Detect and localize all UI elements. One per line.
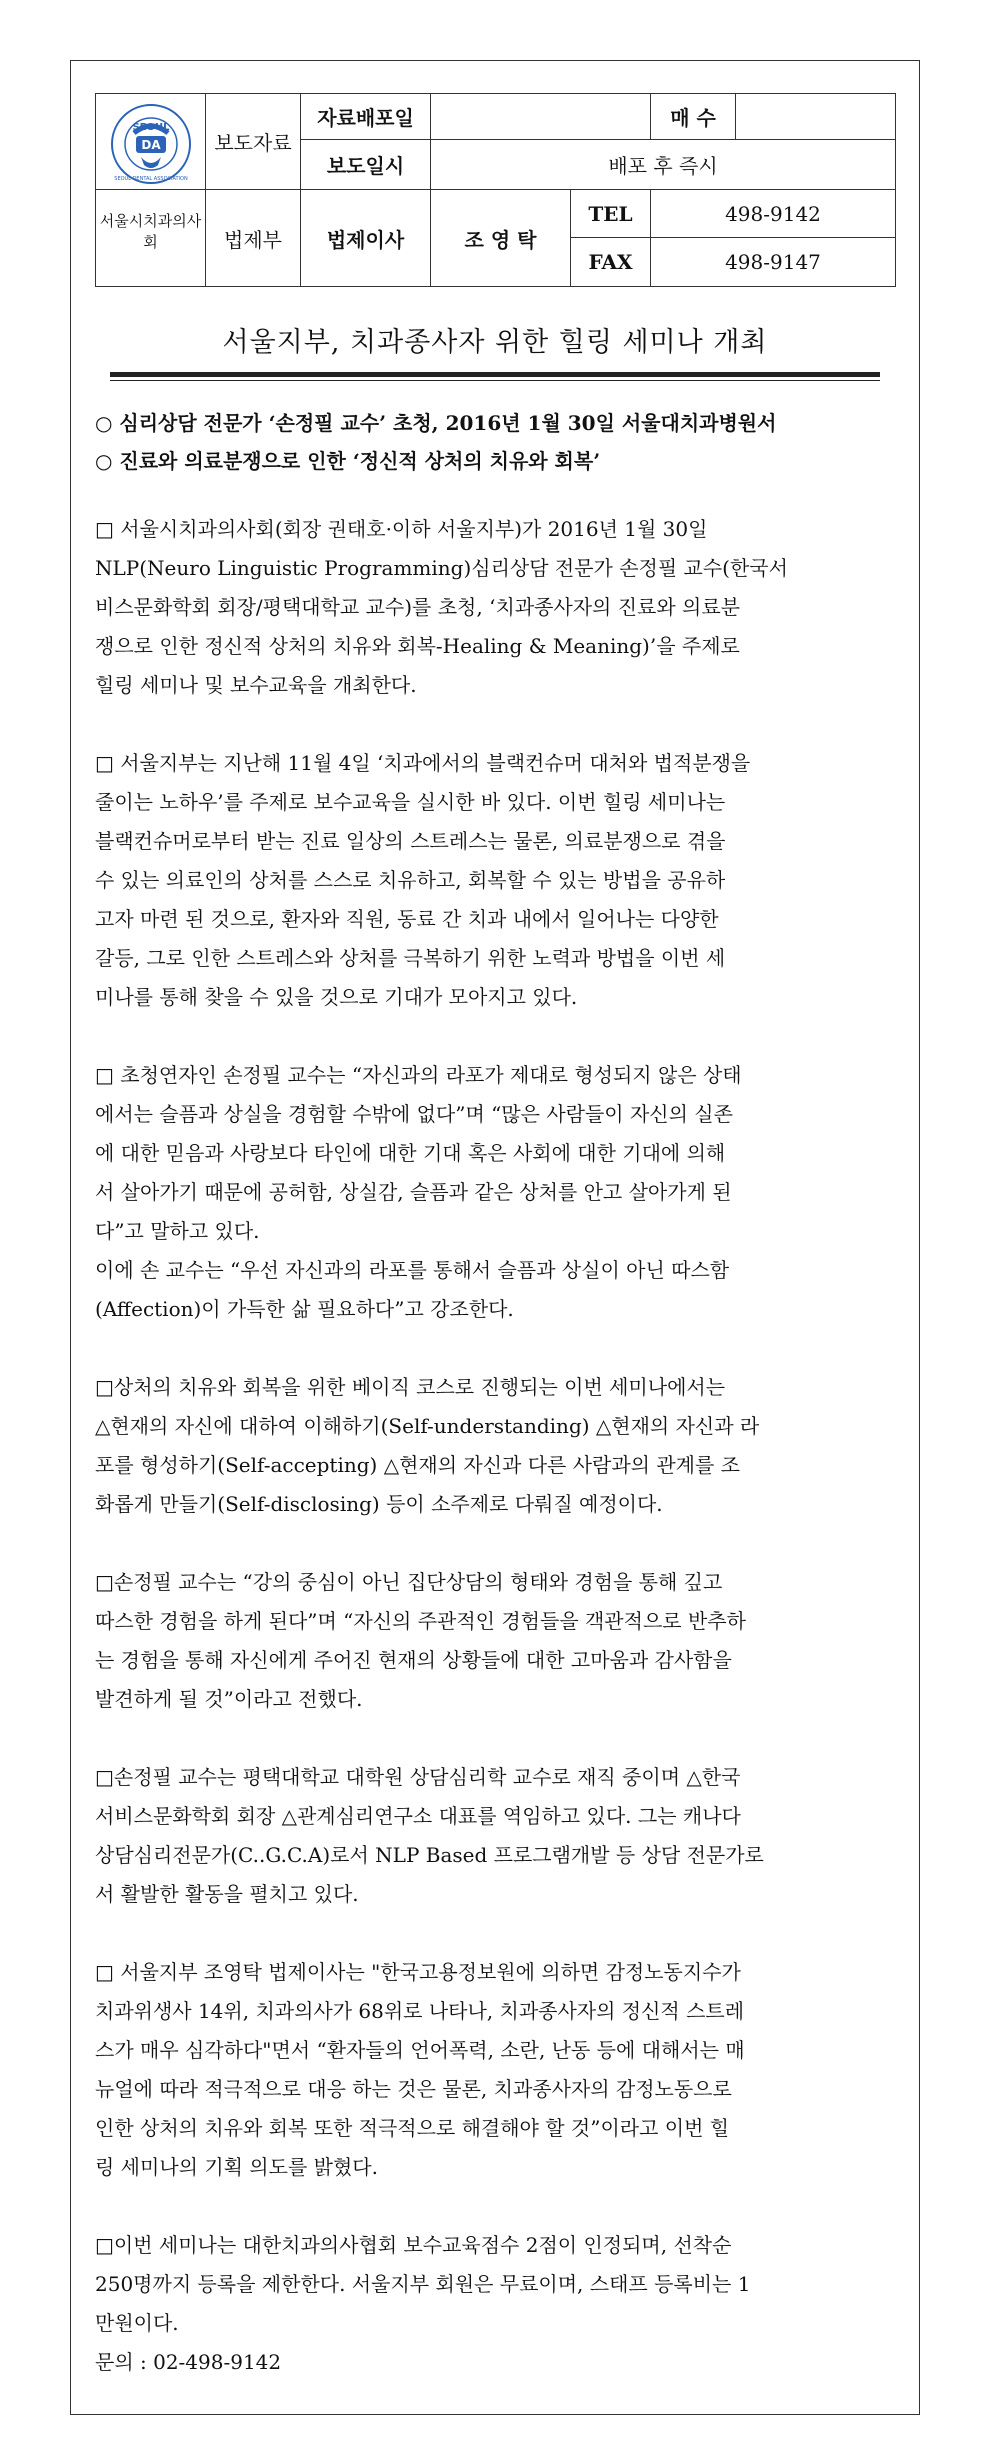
paragraph-line: 에서는 슬픔과 상실을 경험할 수밖에 없다”며 “많은 사람들이 자신의 실존 [95, 1102, 733, 1126]
page-title: 서울지부, 치과종사자 위한 힐링 세미나 개최 [222, 327, 768, 358]
paragraph-line: □ 서울지부는 지난해 11월 4일 ‘치과에서의 블랙컨슈머 대처와 법적분쟁을 [95, 751, 751, 775]
paragraph-line: 상담심리전문가(C..G.C.A)로서 NLP Based 프로그램개발 등 상담 전문가로 [95, 1843, 764, 1867]
paragraph-line: 쟁으로 인한 정신적 상처의 치유와 회복-Healing & Meaning)’을 주제로 [95, 634, 740, 658]
article-paragraph [95, 1056, 895, 1329]
paragraph-line: 비스문화학회 회장/평택대학교 교수)를 초청, ‘치과종사자의 진료와 의료분 [95, 595, 740, 619]
article-paragraph [95, 1368, 895, 1524]
article-paragraph [95, 1758, 895, 1914]
paragraph-line: (Affection)이 가득한 삶 필요하다”고 강조한다. [95, 1297, 514, 1321]
paragraph-line: 화롭게 만들기(Self-disclosing) 등이 소주제로 다뤄질 예정이다. [95, 1492, 663, 1516]
svg-text:SEOUL DENTAL ASSOCIATION: SEOUL DENTAL ASSOCIATION [113, 175, 188, 182]
paragraph-line: 다”고 말하고 있다. [95, 1219, 260, 1243]
paragraph-line: 갈등, 그로 인한 스트레스와 상처를 극복하기 위한 노력과 방법을 이번 세 [95, 946, 726, 970]
paragraph-line: □ 서울지부 조영탁 법제이사는 "한국고용정보원에 의하면 감정노동지수가 [95, 1960, 741, 1984]
doc-type: 보도자료 [206, 94, 301, 190]
paragraph-line: 치과위생사 14위, 치과의사가 68위로 나타나, 치과종사자의 정신적 스트레 [95, 1999, 745, 2023]
paragraph-line: 미나를 통해 찾을 수 있을 것으로 기대가 모아지고 있다. [95, 985, 578, 1009]
pages-value [736, 94, 896, 140]
paragraph-line: 250명까지 등록을 제한한다. 서울지부 회원은 무료이며, 스태프 등록비는 1 [95, 2272, 751, 2296]
paragraph-line: 서 활발한 활동을 펼치고 있다. [95, 1882, 359, 1906]
article-paragraph [95, 1953, 895, 2187]
paragraph-line: 링 세미나의 기획 의도를 밝혔다. [95, 2155, 378, 2179]
paragraph-line: 서비스문화학회 회장 △관계심리연구소 대표를 역임하고 있다. 그는 캐나다 [95, 1804, 741, 1828]
release-date-value [431, 94, 651, 140]
summary-bullet: ○ 심리상담 전문가 ‘손정필 교수’ 초청, 2016년 1월 30일 서울대치과병원서 [95, 411, 777, 435]
org-cell [96, 190, 206, 287]
paragraph-line: 스가 매우 심각하다"면서 “환자들의 언어폭력, 소란, 난동 등에 대해서는 매 [95, 2038, 745, 2062]
paragraph-line: □상처의 치유와 회복을 위한 베이직 코스로 진행되는 이번 세미나에서는 [95, 1375, 726, 1399]
report-time-label: 보도일시 [301, 140, 431, 190]
paragraph-line: 서 살아가기 때문에 공허함, 상실감, 슬픔과 같은 상처를 안고 살아가게 된 [95, 1180, 732, 1204]
paragraph-line: 뉴얼에 따라 적극적으로 대응 하는 것은 물론, 치과종사자의 감정노동으로 [95, 2077, 732, 2101]
paragraph-line: □손정필 교수는 평택대학교 대학원 상담심리학 교수로 재직 중이며 △한국 [95, 1765, 741, 1789]
paragraph-line: 발견하게 될 것”이라고 전했다. [95, 1687, 363, 1711]
press-release-header-table [95, 93, 896, 287]
svg-text:SEOUL: SEOUL [131, 121, 170, 133]
fax-value: 498-9147 [651, 238, 896, 287]
article-paragraph [95, 2226, 895, 2382]
summary-bullet: ○ 진료와 의료분쟁으로 인한 ‘정신적 상처의 치유와 회복’ [95, 449, 601, 473]
dept: 법제부 [206, 190, 301, 287]
title-rule-thin [110, 380, 880, 381]
summary-bullets [95, 404, 895, 480]
person: 조 영 탁 [431, 190, 571, 287]
role: 법제이사 [301, 190, 431, 287]
tel-label: TEL [571, 190, 651, 238]
org-name: 서울시치과의사회 [99, 212, 202, 251]
paragraph-line: 는 경험을 통해 자신에게 주어진 현재의 상황들에 대한 고마움과 감사함을 [95, 1648, 732, 1672]
fax-label: FAX [571, 238, 651, 287]
paragraph-line: △현재의 자신에 대하여 이해하기(Self-understanding) △현재의 자신과 라 [95, 1414, 760, 1438]
seoul-dental-association-logo [110, 103, 192, 185]
paragraph-line: 힐링 세미나 및 보수교육을 개최한다. [95, 673, 417, 697]
svg-text:DA: DA [140, 137, 161, 152]
paragraph-line: 이에 손 교수는 “우선 자신과의 라포를 통해서 슬픔과 상실이 아닌 따스함 [95, 1258, 730, 1282]
title-rule-thick [110, 372, 880, 377]
tel-value: 498-9142 [651, 190, 896, 238]
article-paragraph [95, 1563, 895, 1719]
article-body [95, 510, 895, 2382]
release-date-label: 자료배포일 [301, 94, 431, 140]
paragraph-line: 문의 : 02-498-9142 [95, 2350, 282, 2374]
paragraph-line: 포를 형성하기(Self-accepting) △현재의 자신과 다른 사람과의 관계를 조 [95, 1453, 740, 1477]
paragraph-line: □ 초청연자인 손정필 교수는 “자신과의 라포가 제대로 형성되지 않은 상태 [95, 1063, 742, 1087]
paragraph-line: 줄이는 노하우’를 주제로 보수교육을 실시한 바 있다. 이번 힐링 세미나는 [95, 790, 726, 814]
paragraph-line: NLP(Neuro Linguistic Programming)심리상담 전문가 손정필 교수(한국서 [95, 556, 788, 580]
logo-cell [96, 94, 206, 190]
paragraph-line: □이번 세미나는 대한치과의사협회 보수교육점수 2점이 인정되며, 선착순 [95, 2233, 732, 2257]
paragraph-line: 에 대한 믿음과 사랑보다 타인에 대한 기대 혹은 사회에 대한 기대에 의해 [95, 1141, 726, 1165]
article-paragraph [95, 744, 895, 1017]
paragraph-line: 블랙컨슈머로부터 받는 진료 일상의 스트레스는 물론, 의료분쟁으로 겪을 [95, 829, 726, 853]
pages-label: 매 수 [651, 94, 736, 140]
paragraph-line: 따스한 경험을 하게 된다”며 “자신의 주관적인 경험들을 객관적으로 반추하 [95, 1609, 746, 1633]
paragraph-line: □ 서울시치과의사회(회장 권태호·이하 서울지부)가 2016년 1월 30일 [95, 517, 708, 541]
report-time-value: 배포 후 즉시 [431, 140, 896, 190]
paragraph-line: 수 있는 의료인의 상처를 스스로 치유하고, 회복할 수 있는 방법을 공유하 [95, 868, 726, 892]
paragraph-line: 만원이다. [95, 2311, 179, 2335]
paragraph-line: 인한 상처의 치유와 회복 또한 적극적으로 해결해야 할 것”이라고 이번 힐 [95, 2116, 730, 2140]
article-paragraph [95, 510, 895, 705]
paragraph-line: □손정필 교수는 “강의 중심이 아닌 집단상담의 형태와 경험을 통해 깊고 [95, 1570, 723, 1594]
paragraph-line: 고자 마련 된 것으로, 환자와 직원, 동료 간 치과 내에서 일어나는 다양한 [95, 907, 719, 931]
